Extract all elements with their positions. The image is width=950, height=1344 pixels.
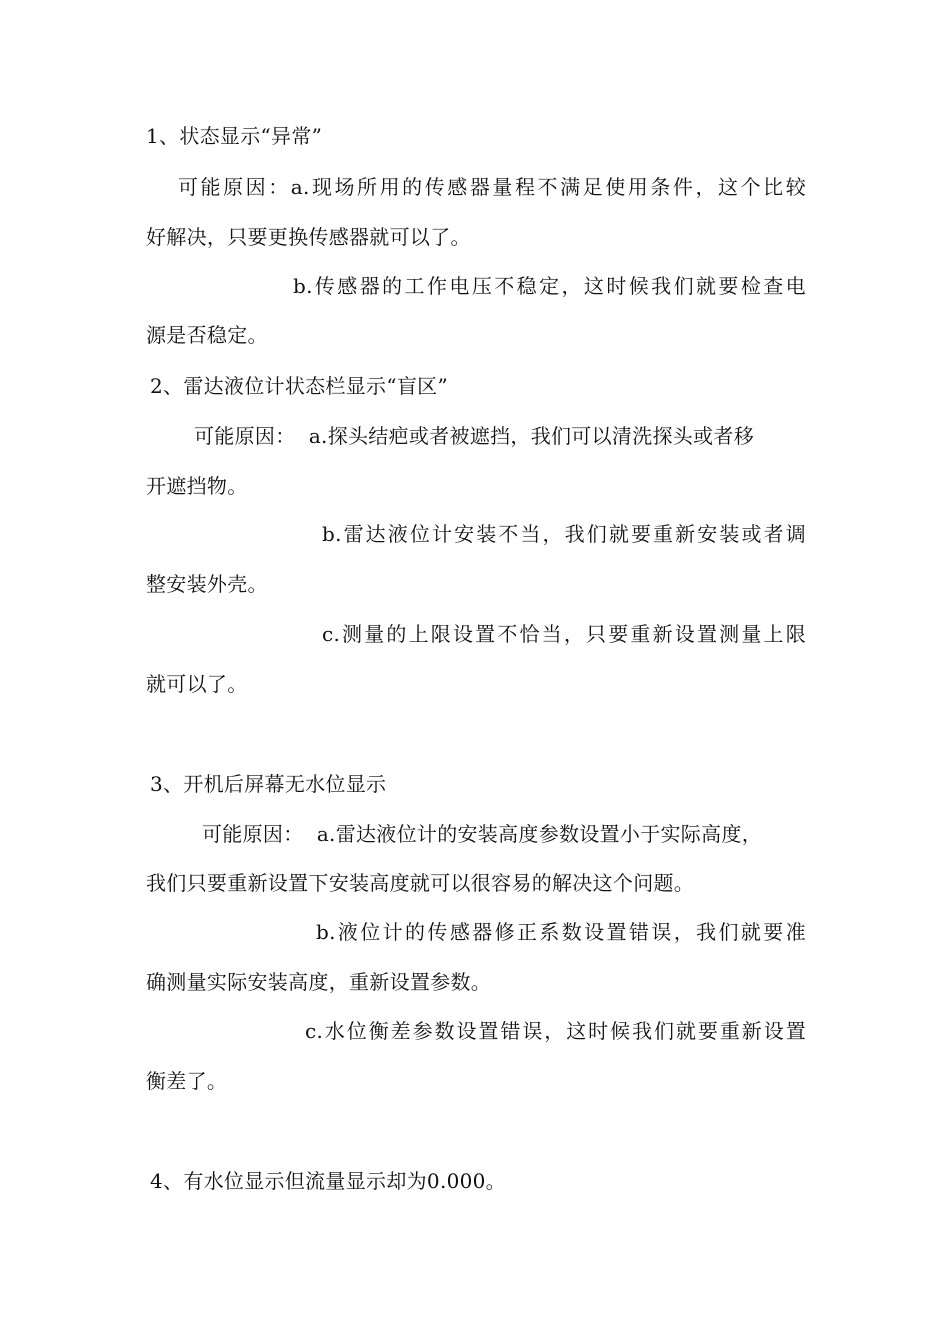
section-3-heading: 3、开机后屏幕无水位显示 xyxy=(150,772,387,796)
section-1-item-b-line-2: 源是否稳定。 xyxy=(146,323,268,347)
section-3-item-c-line-2: 衡差了。 xyxy=(146,1069,228,1093)
section-4-heading: 4、有水位显示但流量显示却为0.000。 xyxy=(150,1169,506,1193)
section-3-item-c-line-1: c.水位衡差参数设置错误，这时候我们就要重新设置 xyxy=(305,1019,806,1043)
section-2-item-c-line-1: c.测量的上限设置不恰当，只要重新设置测量上限 xyxy=(322,622,806,646)
section-2-item-a-line-2: 开遮挡物。 xyxy=(146,474,248,498)
section-3-item-a-line-2: 我们只要重新设置下安装高度就可以很容易的解决这个问题。 xyxy=(146,871,695,895)
section-2-item-a-line-1: 可能原因： a.探头结疤或者被遮挡，我们可以清洗探头或者移 xyxy=(194,424,754,448)
section-2-item-b-line-2: 整安装外壳。 xyxy=(146,572,268,596)
section-1-item-b-line-1: b.传感器的工作电压不稳定，这时候我们就要检查电 xyxy=(293,274,806,298)
section-1-item-a-line-1: 可能原因：a.现场所用的传感器量程不满足使用条件，这个比较 xyxy=(178,175,806,199)
section-3-item-a-line-1: 可能原因： a.雷达液位计的安装高度参数设置小于实际高度， xyxy=(202,822,762,846)
section-2-item-c-line-2: 就可以了。 xyxy=(146,672,248,696)
section-2-heading: 2、雷达液位计状态栏显示“盲区” xyxy=(150,374,448,398)
section-3-item-b-line-1: b.液位计的传感器修正系数设置错误，我们就要准 xyxy=(316,920,806,944)
section-2-item-b-line-1: b.雷达液位计安装不当，我们就要重新安装或者调 xyxy=(322,522,806,546)
section-3-item-b-line-2: 确测量实际安装高度，重新设置参数。 xyxy=(146,970,492,994)
section-1-heading: 1、状态显示“异常” xyxy=(146,124,323,148)
section-1-item-a-line-2: 好解决，只要更换传感器就可以了。 xyxy=(146,225,471,249)
